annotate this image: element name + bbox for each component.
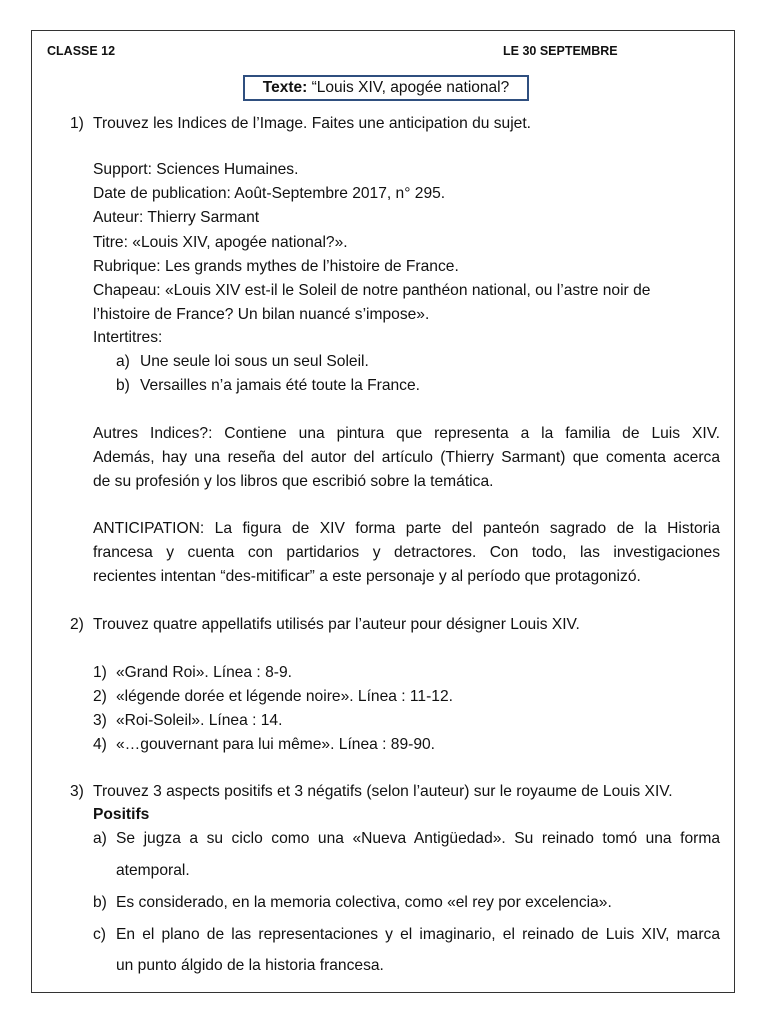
q1-rubrique: Rubrique: Les grands mythes de l’histoire de France. (93, 258, 459, 275)
q1-inter-b: Versailles n’a jamais été toute la France. (140, 377, 420, 394)
q3-c-line1: En el plano de las representaciones y el imaginario, el reinado de Luis XIV, marca (116, 926, 720, 943)
q2-item-number: 1) (93, 664, 107, 681)
q1-inter-a-label: a) (116, 353, 130, 370)
q1-date: Date de publication: Août-Septembre 2017, n° 295. (93, 185, 446, 202)
q3-a-line1: Se jugza a su ciclo como una «Nueva Antigüedad». Su reinado tomó una forma (116, 830, 720, 847)
q3-b-label: b) (93, 894, 107, 911)
q3-text: Trouvez 3 aspects positifs et 3 négatifs (selon l’auteur) sur le royaume de Louis XIV. (93, 783, 673, 800)
q1-support: Support: Sciences Humaines. (93, 161, 299, 178)
class-label: CLASSE 12 (47, 44, 116, 58)
q1-chapeau-line2: l’histoire de France? Un bilan nuancé s’impose». (93, 306, 430, 323)
q3-a-line2: atemporal. (116, 862, 190, 879)
q2-number: 2) (70, 616, 84, 633)
q1-anticipation-line2: francesa y cuenta con partidarios y detractores. Con todo, las investigaciones (93, 544, 720, 561)
q1-inter-b-label: b) (116, 377, 130, 394)
q2-text: Trouvez quatre appellatifs utilisés par l’auteur pour désigner Louis XIV. (93, 616, 580, 633)
text-title-box (243, 75, 529, 101)
q2-item: «Grand Roi». Línea : 8-9. (116, 664, 292, 681)
q3-c-line2: un punto álgido de la historia francesa. (116, 957, 384, 974)
q2-item: «…gouvernant para lui même». Línea : 89-90. (116, 736, 436, 753)
q3-b: Es considerado, en la memoria colectiva, como «el rey por excelencia». (116, 894, 612, 911)
q1-autres-line1: Autres Indices?: Contiene una pintura que representa a la familia de Luis XIV. (93, 425, 720, 442)
q3-a-label: a) (93, 830, 107, 847)
title-text: “Louis XIV, apogée national? (307, 79, 510, 96)
q2-item-number: 4) (93, 736, 107, 753)
q1-anticipation-line1: ANTICIPATION: La figura de XIV forma parte del panteón sagrado de la Historia (93, 520, 720, 537)
q1-inter-a: Une seule loi sous un seul Soleil. (140, 353, 369, 370)
q1-text: Trouvez les Indices de l’Image. Faites une anticipation du sujet. (93, 115, 532, 132)
q1-number: 1) (70, 115, 84, 132)
q1-intertitres: Intertitres: (93, 329, 163, 346)
q1-auteur: Auteur: Thierry Sarmant (93, 209, 260, 226)
q1-chapeau-line1: Chapeau: «Louis XIV est-il le Soleil de notre panthéon national, ou l’astre noir de (93, 282, 651, 299)
q2-item: «Roi-Soleil». Línea : 14. (116, 712, 283, 729)
date-label: LE 30 SEPTEMBRE (503, 44, 618, 58)
q3-number: 3) (70, 783, 84, 800)
q2-item-number: 2) (93, 688, 107, 705)
q1-anticipation-line3: recientes intentan “des-mitificar” a este personaje y al período que protagonizó. (93, 568, 641, 585)
q3-c-label: c) (93, 926, 106, 943)
q3-positifs-heading: Positifs (93, 806, 150, 823)
q2-item-number: 3) (93, 712, 107, 729)
q1-autres-line2: Además, hay una reseña del autor del artículo (Thierry Sarmant) que comenta acerca (93, 449, 720, 466)
q2-item: «légende dorée et légende noire». Línea : 11-12. (116, 688, 453, 705)
q1-titre: Titre: «Louis XIV, apogée national?». (93, 234, 348, 251)
q1-autres-line3: de su profesión y los libros que escribió sobre la temática. (93, 473, 494, 490)
title-label: Texte: (262, 79, 308, 96)
